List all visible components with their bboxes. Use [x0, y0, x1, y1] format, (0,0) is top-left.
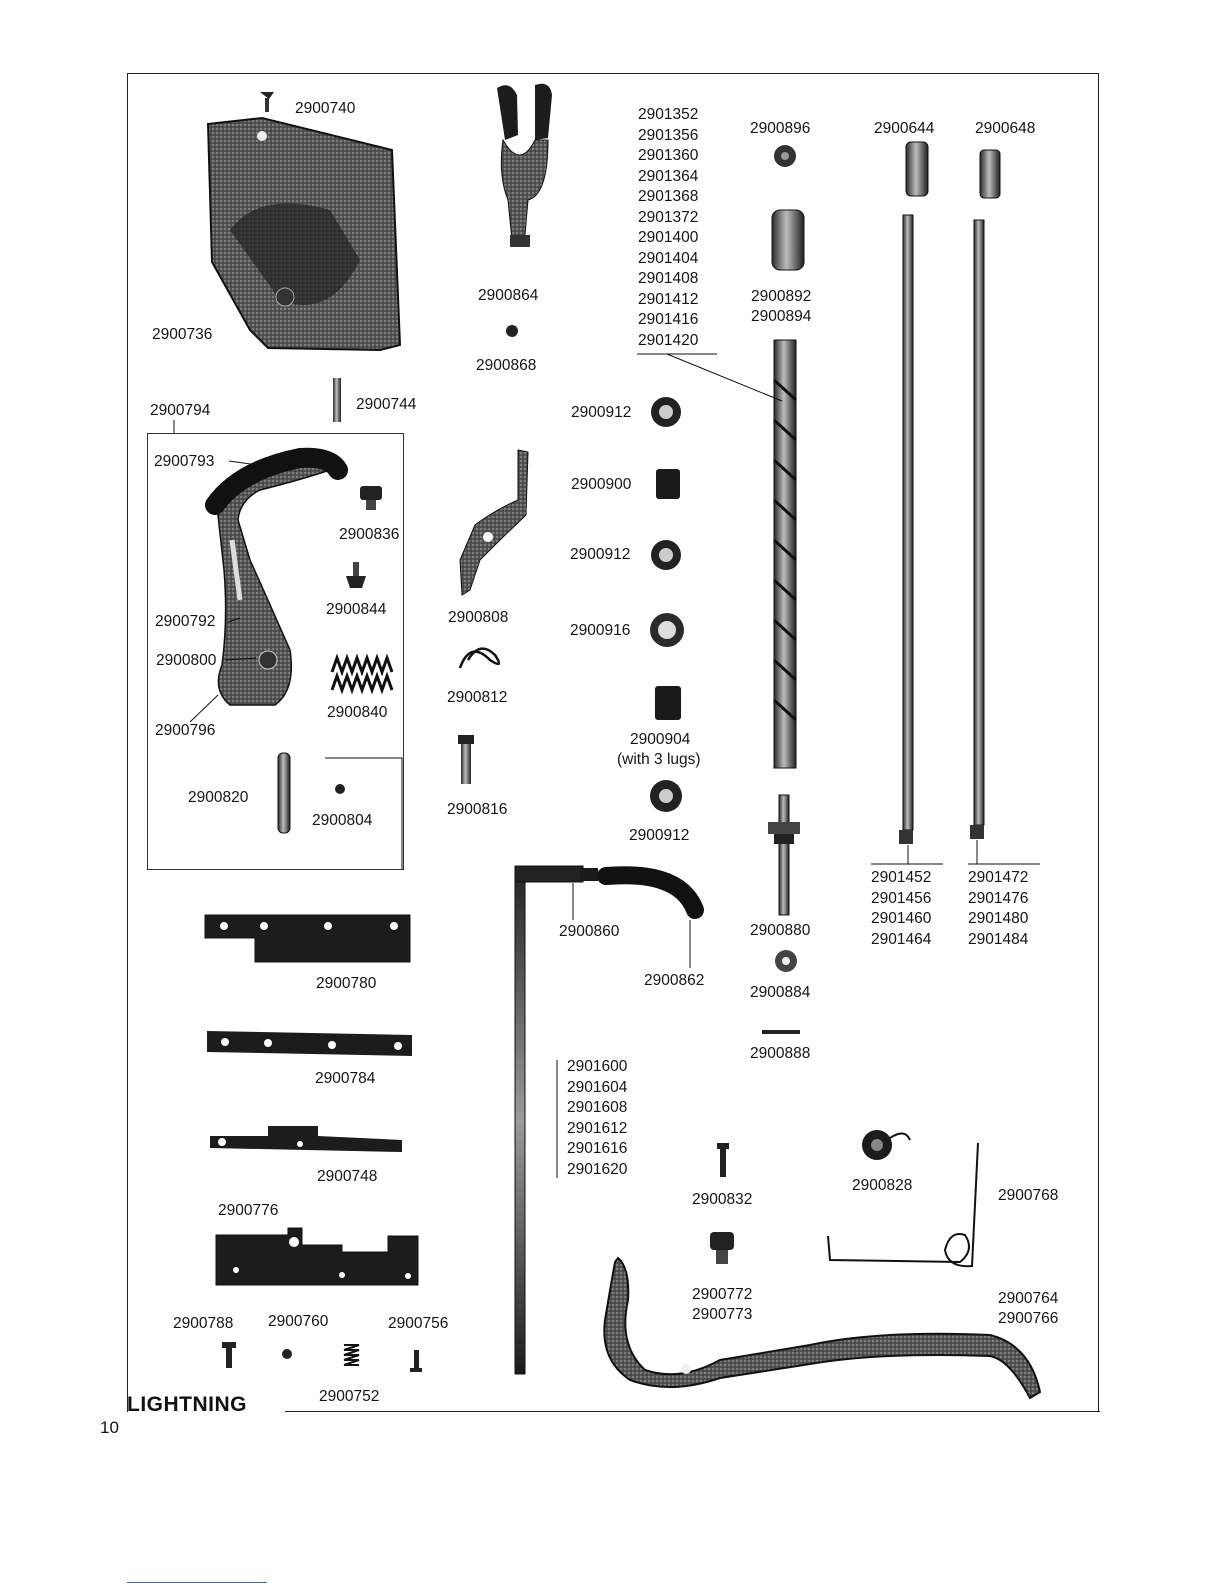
tube-2900862: [606, 875, 695, 910]
screw-2900832: [717, 1143, 729, 1177]
part-number-rods-b: 2901476: [968, 889, 1029, 907]
nut-2900896: [774, 145, 796, 167]
part-number-worm-shafts: 2901356: [638, 126, 699, 144]
label-2900804: 2900804: [312, 812, 373, 829]
part-number-worm-shafts: 2901412: [638, 290, 699, 308]
spindle-2900880: [768, 795, 800, 915]
label-2900772: 2900772: [692, 1286, 753, 1303]
screw-2900744: [333, 378, 341, 422]
label-2900796: 2900796: [155, 722, 216, 739]
part-number-worm-shafts: 2901404: [638, 249, 699, 267]
rod-b: [970, 220, 984, 839]
leader-worm: [667, 354, 782, 401]
label-2900816: 2900816: [447, 801, 508, 818]
knob-2900836: [360, 486, 382, 510]
label-2900764: 2900764: [998, 1290, 1059, 1307]
pin-2900888: [762, 1030, 800, 1034]
label-2900792: 2900792: [155, 613, 216, 630]
label-2900756: 2900756: [388, 1315, 449, 1332]
label-2900768: 2900768: [998, 1187, 1059, 1204]
knob-2900772: [710, 1232, 734, 1264]
spring-2900828: [862, 1130, 910, 1160]
label-2900736: 2900736: [152, 326, 213, 343]
label-2900780: 2900780: [316, 975, 377, 992]
label-2900840: 2900840: [327, 704, 388, 721]
part-number-rods-a: 2901464: [871, 930, 932, 948]
plate-2900748: [210, 1126, 402, 1152]
part-number-worm-shafts: 2901360: [638, 147, 699, 164]
screw-2900740: [260, 92, 274, 112]
label-2900793: 2900793: [154, 453, 215, 470]
spring-wire-2900768: [828, 1143, 978, 1266]
label-2900844: 2900844: [326, 601, 387, 618]
label-2900788: 2900788: [173, 1315, 234, 1332]
screw-2900788: [222, 1342, 236, 1368]
label-2900892: 2900892: [751, 288, 812, 305]
label-2900784: 2900784: [315, 1070, 376, 1087]
part-number-worm-shafts: 2901372: [638, 208, 699, 226]
part-number-worm-shafts: 2901364: [638, 167, 699, 185]
bar-part-list: [567, 1057, 627, 1180]
part-number-rods-b: 2901472: [968, 869, 1029, 886]
nut-2900884: [775, 950, 797, 972]
part-number-bars: 2901604: [567, 1078, 628, 1096]
footer-link-rule: [127, 1582, 267, 1583]
label-2900748: 2900748: [317, 1168, 378, 1185]
label-2900864: 2900864: [478, 287, 539, 304]
plate-2900780: [205, 915, 410, 962]
screw-2900756: [410, 1350, 422, 1372]
pin-2900820: [278, 753, 290, 833]
label-2900836: 2900836: [339, 526, 400, 543]
screw-2900844: [346, 562, 366, 588]
lug-nut-2900904: [655, 686, 681, 720]
ring-2900912-bottom: [650, 780, 682, 812]
plate-2900784: [207, 1031, 412, 1056]
rod-b-part-list: [968, 868, 1028, 950]
label-2900776: 2900776: [218, 1202, 279, 1219]
label-2900773: 2900773: [692, 1306, 753, 1323]
treadle-lever: [215, 455, 338, 705]
bushing-2900648: [980, 150, 1000, 198]
label-2900916: 2900916: [570, 622, 631, 639]
rod-a: [899, 215, 913, 844]
leader-2900796: [190, 695, 218, 722]
label-2900912-mid: 2900912: [570, 546, 631, 563]
ring-2900912-mid: [651, 540, 681, 570]
part-number-worm-shafts: 2901408: [638, 270, 699, 287]
label-2900868: 2900868: [476, 357, 537, 374]
part-number-worm-shafts: 2901400: [638, 229, 699, 246]
label-2900832: 2900832: [692, 1191, 753, 1208]
label-2900766: 2900766: [998, 1310, 1059, 1327]
label-2900812: 2900812: [447, 689, 508, 706]
bushing-2900644: [906, 142, 928, 196]
label-2900760: 2900760: [268, 1313, 329, 1330]
part-number-bars: 2901620: [567, 1160, 628, 1178]
spring-2900752: [344, 1345, 359, 1365]
cover-plate: [208, 118, 400, 350]
label-2900900: 2900900: [571, 476, 632, 493]
part-number-rods-b: 2901480: [968, 910, 1029, 927]
label-2900896: 2900896: [750, 120, 811, 137]
part-number-bars: 2901600: [567, 1058, 628, 1075]
page-number: 10: [100, 1418, 119, 1437]
rod-a-part-list: [871, 868, 931, 950]
collar-2900900: [656, 469, 680, 499]
label-2900752: 2900752: [319, 1388, 380, 1405]
part-number-bars: 2901608: [567, 1099, 628, 1116]
part-number-worm-shafts: 2901420: [638, 331, 699, 349]
label-2900860: 2900860: [559, 923, 620, 940]
label-2900912-bottom: 2900912: [629, 827, 690, 844]
part-number-bars: 2901616: [567, 1140, 628, 1157]
connector-2900860: [580, 868, 598, 881]
nut-2900760: [282, 1349, 292, 1359]
part-number-bars: 2901612: [567, 1119, 628, 1137]
crank-2900808: [460, 450, 528, 595]
label-2900648: 2900648: [975, 120, 1036, 137]
bushing-2900892: [772, 210, 804, 270]
part-number-worm-shafts: 2901416: [638, 311, 699, 328]
ring-2900912-top: [651, 397, 681, 427]
fork-2900864: [497, 84, 552, 247]
label-2900740: 2900740: [295, 100, 356, 117]
label-2900820: 2900820: [188, 789, 249, 806]
label-2900862: 2900862: [644, 972, 705, 989]
label-2900904: 2900904: [630, 731, 691, 748]
washer-2900916: [650, 613, 684, 647]
ball-2900804: [335, 784, 345, 794]
label-2900744: 2900744: [356, 396, 417, 413]
part-number-worm-shafts: 2901352: [638, 106, 699, 123]
label-2900888: 2900888: [750, 1045, 811, 1062]
label-2900828: 2900828: [852, 1177, 913, 1194]
label-2900880: 2900880: [750, 922, 811, 939]
label-2900894: 2900894: [751, 308, 812, 325]
label-2900794: 2900794: [150, 402, 211, 419]
part-number-rods-a: 2901452: [871, 869, 932, 886]
part-number-rods-a: 2901460: [871, 910, 932, 927]
label-2900808: 2900808: [448, 609, 509, 626]
spring-2900840: [332, 658, 392, 690]
part-number-worm-shafts: 2901368: [638, 188, 699, 205]
brand-name: LIGHTNING: [127, 1393, 247, 1416]
plate-2900776: [216, 1228, 418, 1285]
label-2900904-note: (with 3 lugs): [617, 751, 701, 768]
label-2900884: 2900884: [750, 984, 811, 1001]
clip-2900812: [460, 649, 499, 668]
label-2900912-top: 2900912: [571, 404, 632, 421]
worm-shaft: [774, 340, 796, 768]
part-number-rods-a: 2901456: [871, 889, 932, 907]
treadle-2900764: [604, 1258, 1040, 1398]
part-number-rods-b: 2901484: [968, 930, 1029, 948]
screw-2900816: [458, 735, 474, 784]
label-2900800: 2900800: [156, 652, 217, 669]
worm-shaft-part-list: [638, 105, 698, 351]
label-2900644: 2900644: [874, 120, 935, 137]
ball-2900868: [506, 325, 518, 337]
